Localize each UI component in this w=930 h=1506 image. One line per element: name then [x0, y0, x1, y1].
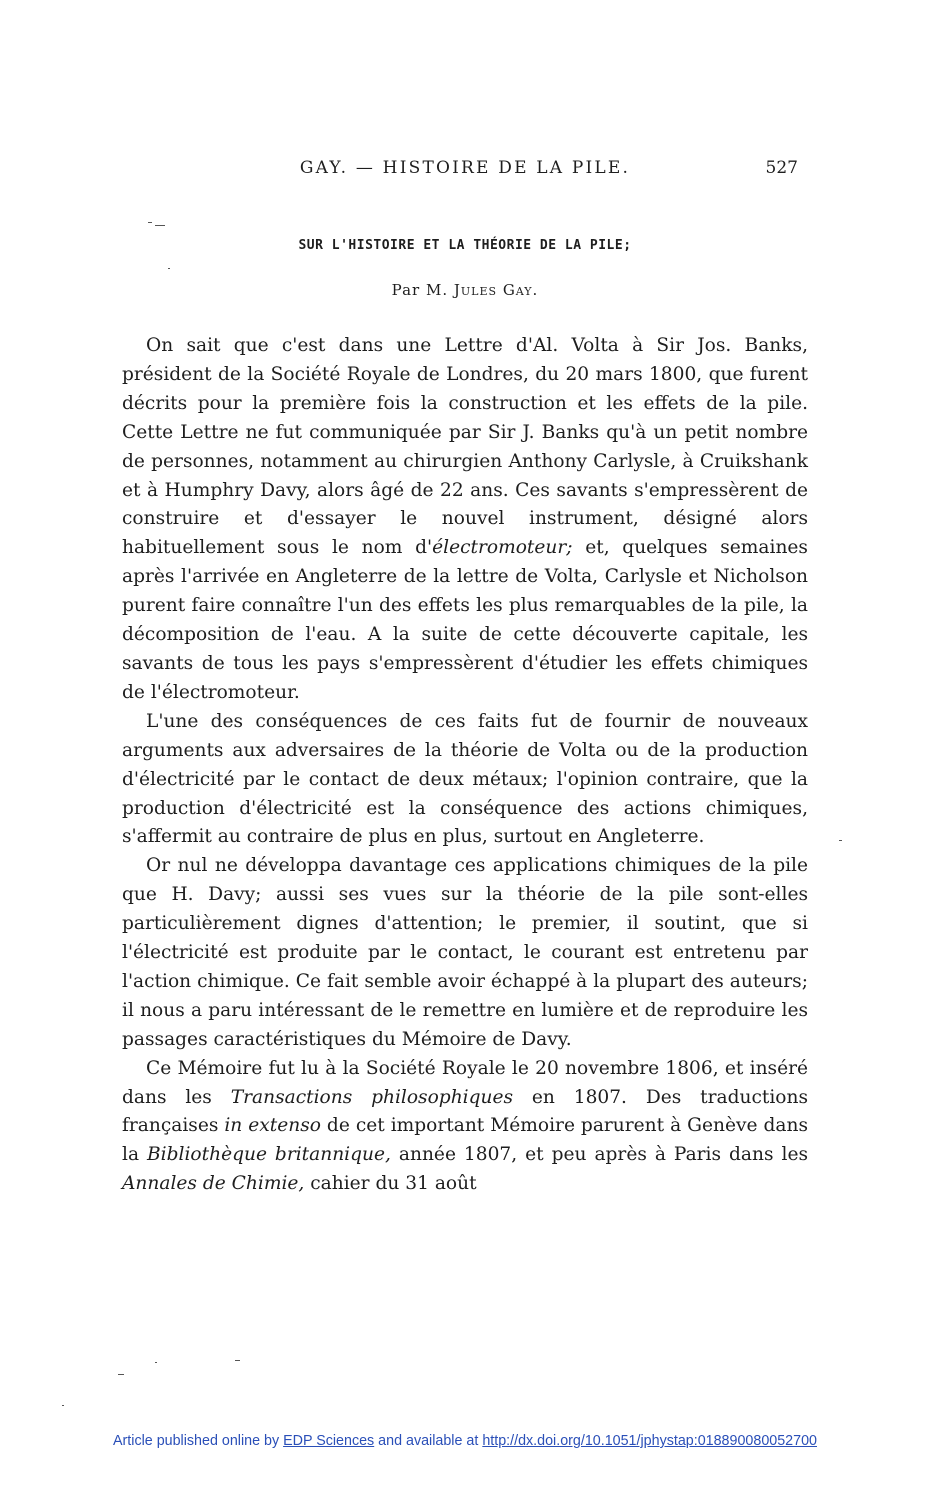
text-run: cahier du 31 août [304, 1173, 477, 1195]
italic-text: Annales de Chimie, [122, 1173, 305, 1195]
article-title: SUR L'HISTOIRE ET LA THÉORIE DE LA PILE; [298, 238, 632, 253]
paragraph [122, 332, 808, 708]
text-run: L'une des conséquences de ces faits fut de fournir de nouveaux arguments aux adversaires de la théorie de Volta ou de la production d'électricité par le contact de deux métaux; l'opinion contraire, que la production d'électricité est la conséquence des actions chimiques, s'affermit au contraire de plus en plus, surtout en Angleterre. [122, 710, 808, 848]
publisher-link[interactable]: EDP Sciences [283, 1433, 375, 1449]
paragraph [122, 708, 808, 853]
italic-text: Transactions philosophiques [230, 1086, 514, 1108]
footer [0, 1433, 930, 1449]
paragraph [122, 1055, 808, 1200]
footer-prefix: Article published online by [113, 1433, 284, 1449]
scan-speck [155, 225, 165, 226]
scan-speck [118, 1374, 124, 1375]
text-run: On sait que c'est dans une Lettre d'Al. Volta à Sir Jos. Banks, président de la Société Royale de Londres, du 20 mars 1800, que furent décrits pour la première fois la construction et les effets de la pile. Cette Lettre ne fut communiquée par Sir J. Banks qu'à un petit nombre de personnes, notamment au chirurgien Anthony Carlysle, à Cruikshank et à Humphry Davy, alors âgé de 22 ans. Ces savants s'empressèrent de construire et d'essayer le nouvel instrument, désigné alors habituellement sous le nom d' [122, 335, 808, 559]
text-run: et, quelques semaines après l'arrivée en Angleterre de la lettre de Volta, Carlysle et Nicholson purent faire connaître l'un des effets les plus remarquables de la pile, la décomposition de l'eau. A la suite de cette découverte capitale, les savants de tous les pays s'empressèrent d'étudier les effets chimiques de l'électromoteur. [122, 537, 808, 703]
text-run: de cet important Mémoire parurent à Genève dans la [122, 1115, 809, 1166]
scan-speck [155, 1362, 157, 1363]
italic-text: Bibliothèque britannique, [147, 1144, 391, 1166]
byline-prefix: Par M. [391, 281, 449, 299]
italic-text: électromoteur; [432, 537, 573, 559]
doi-link[interactable]: http://dx.doi.org/10.1051/jphystap:018890080052700 [482, 1433, 817, 1449]
scan-speck [62, 1405, 64, 1406]
paragraph [122, 852, 808, 1054]
article-body [122, 332, 808, 1199]
scan-speck [839, 840, 842, 841]
page-number: 527 [765, 158, 798, 178]
italic-text: in extenso [224, 1115, 321, 1137]
scan-speck [148, 222, 152, 223]
byline-author: Jules Gay. [453, 281, 539, 299]
running-title: GAY. — HISTOIRE DE LA PILE. [299, 158, 631, 178]
text-run: en 1807. Des traductions françaises [122, 1086, 808, 1137]
running-head [120, 158, 810, 182]
byline [120, 281, 810, 299]
footer-middle: and available at [374, 1433, 483, 1449]
text-run: Ce Mémoire fut lu à la Société Royale le 20 novembre 1806, et inséré dans les [122, 1057, 808, 1108]
text-run: année 1807, et peu après à Paris dans les [390, 1144, 809, 1166]
scan-speck [168, 268, 170, 269]
text-run: Or nul ne développa davantage ces applications chimiques de la pile que H. Davy; aussi ses vues sur la théorie de la pile sont-elles particulièrement dignes d'attention; le premier, il soutint, que si l'électricité est produite par le contact, le courant est entretenu par l'action chimique. Ce fait semble avoir échappé à la plupart des auteurs; il nous a paru intéressant de le remettre en lumière et de reproduire les passages caractéristiques du Mémoire de Davy. [122, 855, 808, 1050]
scan-speck [235, 1360, 240, 1361]
